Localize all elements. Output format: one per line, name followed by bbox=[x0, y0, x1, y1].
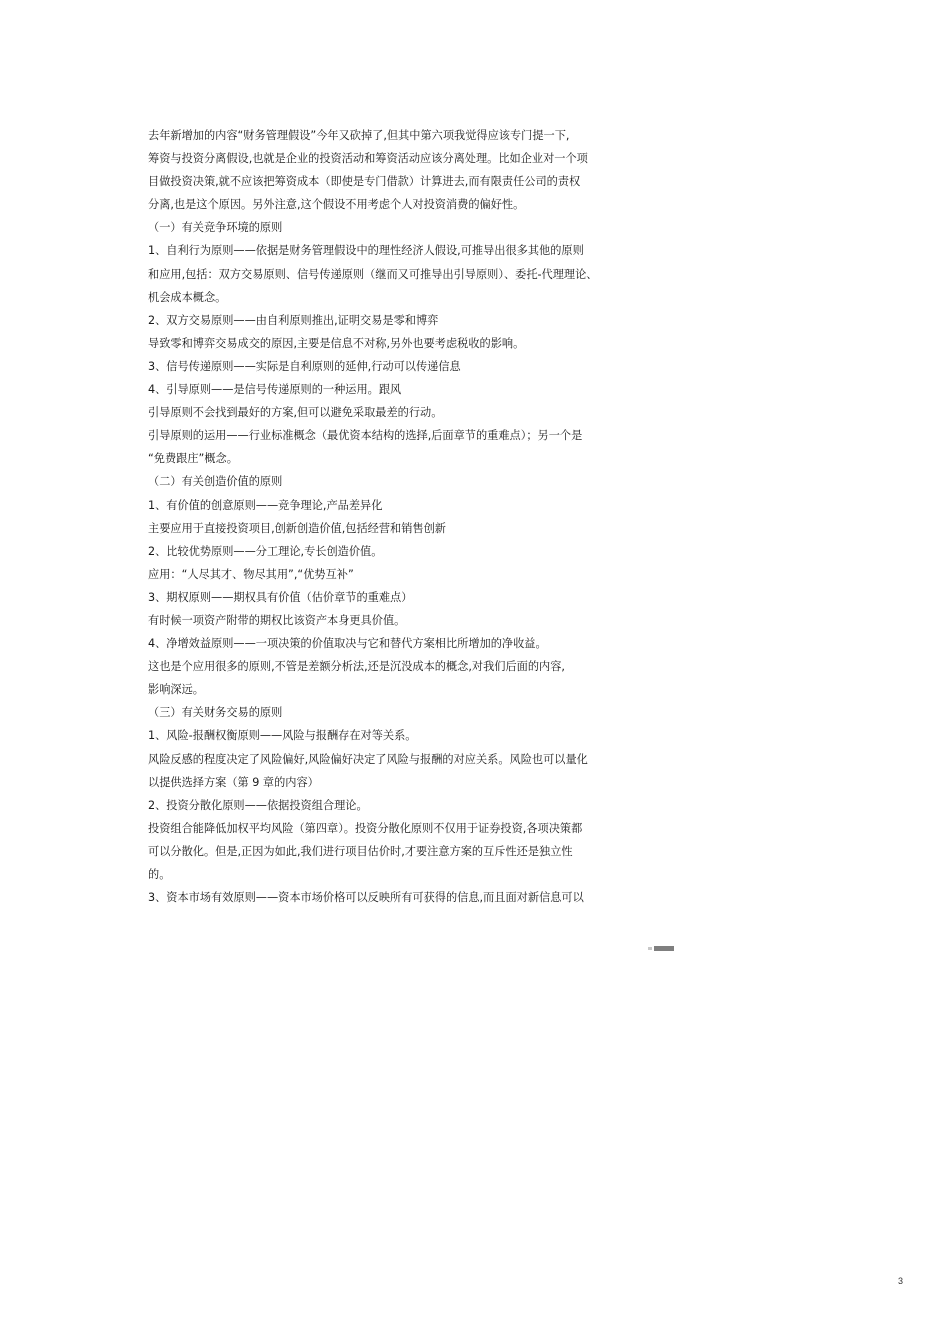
mark-dot bbox=[648, 947, 652, 950]
text-line: 4、净增效益原则——一项决策的价值取决与它和替代方案相比所增加的净收益。 bbox=[148, 637, 547, 651]
section-heading: （一）有关竞争环境的原则 bbox=[148, 221, 283, 235]
text-line: 引导原则的运用——行业标准概念（最优资本结构的选择,后面章节的重难点）；另一个是 bbox=[148, 429, 583, 443]
text-line: 3、资本市场有效原则——资本市场价格可以反映所有可获得的信息,而且面对新信息可以 bbox=[148, 891, 584, 905]
decorative-mark bbox=[648, 946, 674, 951]
text-line: 1、有价值的创意原则——竞争理论,产品差异化 bbox=[148, 498, 383, 512]
text-line: 的。 bbox=[148, 868, 171, 881]
text-line: 去年新增加的内容“财务管理假设”今年又砍掉了,但其中第六项我觉得应该专门提一下, bbox=[148, 129, 570, 142]
text-line: 风险反感的程度决定了风险偏好,风险偏好决定了风险与报酬的对应关系。风险也可以量化 bbox=[148, 752, 588, 766]
text-line: 1、自利行为原则——依据是财务管理假设中的理性经济人假设,可推导出很多其他的原则 bbox=[148, 244, 584, 258]
text-line: 2、比较优势原则——分工理论,专长创造价值。 bbox=[148, 544, 383, 558]
page-number: 3 bbox=[898, 1276, 904, 1286]
text-line: 1、风险-报酬权衡原则——风险与报酬存在对等关系。 bbox=[148, 729, 417, 743]
text-line: 和应用,包括：双方交易原则、信号传递原则（继而又可推导出引导原则）、委托-代理理论、 bbox=[148, 267, 598, 281]
body-text bbox=[148, 124, 628, 909]
section-heading: （二）有关创造价值的原则 bbox=[148, 475, 283, 489]
text-line: 主要应用于直接投资项目,创新创造价值,包括经营和销售创新 bbox=[148, 521, 446, 535]
text-line: 应用：“人尽其才、物尽其用”,“优势互补” bbox=[148, 567, 354, 581]
text-line: 可以分散化。但是,正因为如此,我们进行项目估价时,才要注意方案的互斥性还是独立性 bbox=[148, 844, 573, 858]
text-line: 投资组合能降低加权平均风险（第四章）。投资分散化原则不仅用于证券投资,各项决策都 bbox=[148, 821, 583, 835]
text-line: 导致零和博弈交易成交的原因,主要是信息不对称,另外也要考虑税收的影响。 bbox=[148, 336, 525, 350]
text-line: 2、投资分散化原则——依据投资组合理论。 bbox=[148, 798, 368, 812]
text-line: 影响深远。 bbox=[148, 683, 204, 697]
text-line: 有时候一项资产附带的期权比该资产本身更具价值。 bbox=[148, 613, 406, 627]
text-line: 机会成本概念。 bbox=[148, 290, 227, 304]
text-line: 4、引导原则——是信号传递原则的一种运用。跟风 bbox=[148, 383, 402, 397]
text-line: 以提供选择方案（第 9 章的内容） bbox=[148, 775, 319, 789]
text-line: 筹资与投资分离假设,也就是企业的投资活动和筹资活动应该分离处理。比如企业对一个项 bbox=[148, 152, 588, 166]
text-line: 3、期权原则——期权具有价值（估价章节的重难点） bbox=[148, 590, 413, 604]
mark-bar bbox=[654, 946, 674, 951]
text-line: 分离,也是这个原因。另外注意,这个假设不用考虑个人对投资消费的偏好性。 bbox=[148, 198, 525, 212]
text-line: “免费跟庄”概念。 bbox=[148, 452, 238, 466]
text-line: 引导原则不会找到最好的方案,但可以避免采取最差的行动。 bbox=[148, 406, 443, 420]
section-heading: （三）有关财务交易的原则 bbox=[148, 706, 283, 720]
text-line: 2、双方交易原则——由自利原则推出,证明交易是零和博弈 bbox=[148, 313, 439, 327]
text-line: 目做投资决策,就不应该把筹资成本（即使是专门借款）计算进去,而有限责任公司的责权 bbox=[148, 175, 581, 189]
text-line: 这也是个应用很多的原则,不管是差额分析法,还是沉没成本的概念,对我们后面的内容, bbox=[148, 660, 565, 674]
text-line: 3、信号传递原则——实际是自利原则的延伸,行动可以传递信息 bbox=[148, 359, 461, 373]
